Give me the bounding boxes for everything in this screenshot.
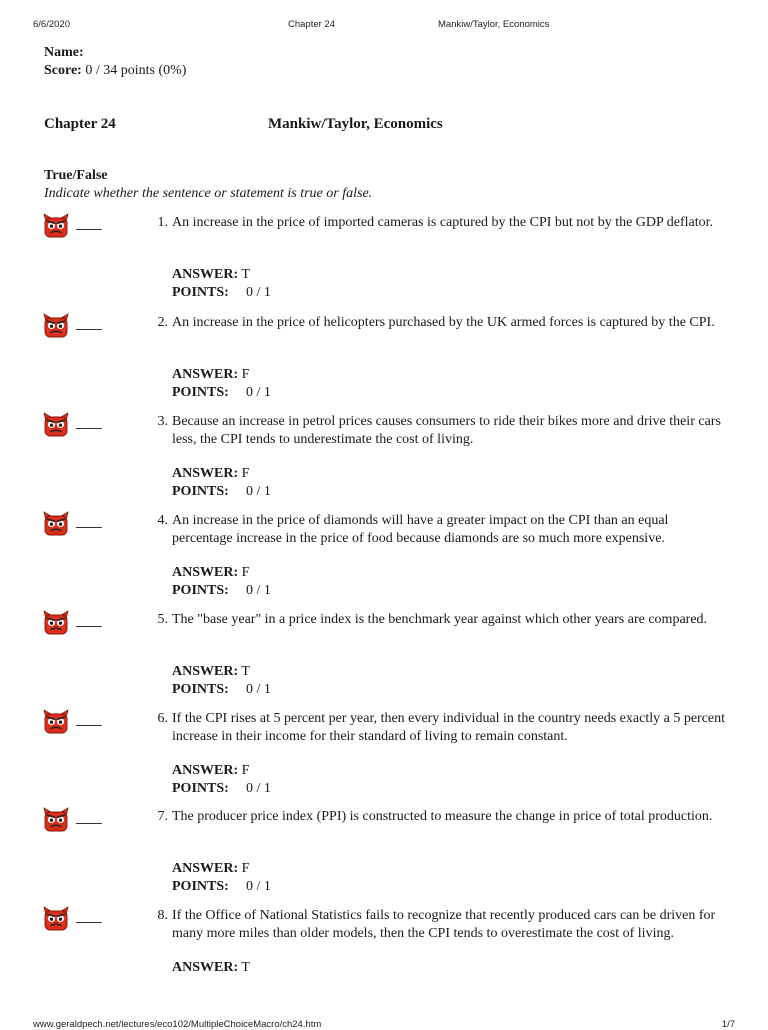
answer-blank bbox=[76, 428, 102, 429]
print-date: 6/6/2020 bbox=[33, 19, 70, 30]
answer-value: F bbox=[241, 763, 250, 778]
question-text: An increase in the price of diamonds will have a greater impact on the CPI than an equal percentage increase in the price of food because diamonds are so much more expensive. bbox=[172, 513, 669, 546]
answer-block bbox=[172, 564, 271, 599]
question-number: 2. bbox=[157, 315, 168, 330]
answer-label: ANSWER: bbox=[172, 664, 239, 679]
answer-blank bbox=[76, 626, 102, 627]
name-label: Name: bbox=[44, 45, 84, 60]
answer-label: ANSWER: bbox=[172, 763, 239, 778]
answer-blank bbox=[76, 527, 102, 528]
page-title-book: Mankiw/Taylor, Economics bbox=[268, 116, 443, 132]
question-number: 3. bbox=[157, 414, 168, 429]
page-url: www.geraldpech.net/lectures/eco102/MultipleChoiceMacro/ch24.htm bbox=[33, 1019, 322, 1030]
points-label: POINTS: bbox=[172, 780, 229, 796]
print-book: Mankiw/Taylor, Economics bbox=[438, 19, 550, 30]
points-label: POINTS: bbox=[172, 483, 229, 499]
question-number: 7. bbox=[157, 809, 168, 824]
answer-value: F bbox=[241, 466, 250, 481]
points-value: 0 / 1 bbox=[246, 878, 271, 894]
points-value: 0 / 1 bbox=[246, 582, 271, 598]
answer-label: ANSWER: bbox=[172, 565, 239, 580]
section-title: True/False bbox=[44, 168, 108, 183]
question-text: Because an increase in petrol prices causes consumers to ride their bikes more and drive their cars less, the CPI tends to underestimate the cost of living. bbox=[172, 414, 721, 447]
question-item bbox=[0, 314, 768, 404]
answer-value: F bbox=[241, 861, 250, 876]
points-value: 0 / 1 bbox=[246, 780, 271, 796]
answer-value: T bbox=[241, 664, 250, 679]
question-item bbox=[0, 413, 768, 503]
answer-block bbox=[172, 860, 271, 895]
incorrect-devil-face-icon bbox=[43, 412, 69, 438]
question-item bbox=[0, 808, 768, 898]
question-item bbox=[0, 611, 768, 701]
answer-blank bbox=[76, 725, 102, 726]
score-value: 0 / 34 points (0%) bbox=[85, 63, 187, 78]
answer-label: ANSWER: bbox=[172, 267, 239, 282]
incorrect-devil-face-icon bbox=[43, 213, 69, 239]
page-number: 1/7 bbox=[721, 1019, 735, 1030]
answer-value: F bbox=[241, 565, 250, 580]
points-value: 0 / 1 bbox=[246, 384, 271, 400]
question-text: The producer price index (PPI) is constructed to measure the change in price of total production. bbox=[172, 809, 713, 824]
answer-blank bbox=[76, 823, 102, 824]
question-number: 5. bbox=[157, 612, 168, 627]
points-value: 0 / 1 bbox=[246, 681, 271, 697]
incorrect-devil-face-icon bbox=[43, 511, 69, 537]
question-item bbox=[0, 907, 768, 997]
answer-block bbox=[172, 266, 271, 301]
points-label: POINTS: bbox=[172, 284, 229, 300]
points-label: POINTS: bbox=[172, 582, 229, 598]
answer-block bbox=[172, 762, 271, 797]
incorrect-devil-face-icon bbox=[43, 313, 69, 339]
answer-label: ANSWER: bbox=[172, 960, 239, 975]
answer-blank bbox=[76, 922, 102, 923]
points-label: POINTS: bbox=[172, 878, 229, 894]
question-text: If the Office of National Statistics fails to recognize that recently produced cars can be driven for many more miles than older models, then the CPI tends to overestimate the cost of living. bbox=[172, 908, 716, 941]
answer-value: T bbox=[241, 960, 250, 975]
question-item bbox=[0, 214, 768, 304]
answer-blank bbox=[76, 329, 102, 330]
question-number: 1. bbox=[157, 215, 168, 230]
print-chapter: Chapter 24 bbox=[288, 19, 336, 30]
answer-label: ANSWER: bbox=[172, 367, 239, 382]
question-text: An increase in the price of helicopters purchased by the UK armed forces is captured by the CPI. bbox=[172, 315, 715, 330]
points-label: POINTS: bbox=[172, 681, 229, 697]
section-instructions: Indicate whether the sentence or statement is true or false. bbox=[44, 186, 373, 201]
incorrect-devil-face-icon bbox=[43, 906, 69, 932]
answer-label: ANSWER: bbox=[172, 861, 239, 876]
question-item bbox=[0, 512, 768, 602]
answer-value: F bbox=[241, 367, 250, 382]
answer-label: ANSWER: bbox=[172, 466, 239, 481]
points-value: 0 / 1 bbox=[246, 284, 271, 300]
answer-blank bbox=[76, 229, 102, 230]
answer-block bbox=[172, 366, 271, 401]
score-label: Score: bbox=[44, 63, 82, 78]
answer-block bbox=[172, 959, 250, 977]
question-number: 4. bbox=[157, 513, 168, 528]
question-number: 8. bbox=[157, 908, 168, 923]
answer-value: T bbox=[241, 267, 250, 282]
answer-block bbox=[172, 465, 271, 500]
question-text: An increase in the price of imported cameras is captured by the CPI but not by the GDP deflator. bbox=[172, 215, 714, 230]
student-info bbox=[44, 44, 186, 80]
incorrect-devil-face-icon bbox=[43, 610, 69, 636]
points-value: 0 / 1 bbox=[246, 483, 271, 499]
incorrect-devil-face-icon bbox=[43, 807, 69, 833]
question-item bbox=[0, 710, 768, 800]
incorrect-devil-face-icon bbox=[43, 709, 69, 735]
question-text: If the CPI rises at 5 percent per year, then every individual in the country needs exactly a 5 percent increase in their income for their standard of living to remain constant. bbox=[172, 711, 726, 744]
question-number: 6. bbox=[157, 711, 168, 726]
answer-block bbox=[172, 663, 271, 698]
question-text: The "base year" in a price index is the benchmark year against which other years are compared. bbox=[172, 612, 708, 627]
page-title-chapter: Chapter 24 bbox=[44, 116, 116, 132]
points-label: POINTS: bbox=[172, 384, 229, 400]
